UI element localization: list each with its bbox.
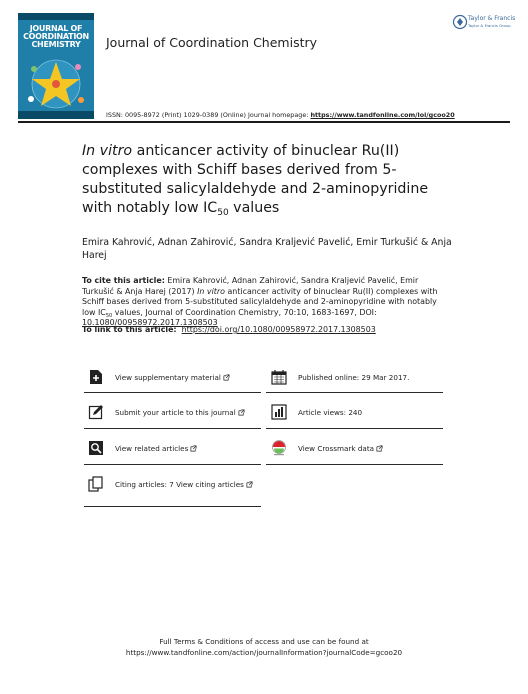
calendar-icon [271,369,287,385]
submit-label: Submit your article to this journal [115,408,236,417]
cover-title: JOURNAL OF COORDINATION CHEMISTRY [23,24,89,49]
cover-top-bar [18,13,94,20]
cover-star-graphic [20,51,92,113]
cover-bottom-bar [18,111,94,119]
publisher-subname: Taylor & Francis Group [468,23,511,28]
crossmark-link[interactable] [271,440,443,464]
supplementary-label: View supplementary material [115,373,221,382]
citing-label: Citing articles: 7 View citing articles [115,480,244,489]
supplementary-material-link[interactable] [88,369,260,393]
journal-title-link[interactable]: Journal of Coordination Chemistry [106,35,318,50]
external-link-icon [223,374,230,381]
external-link-icon [246,481,253,488]
views-label: Article views: 240 [298,408,363,417]
title-part1: anticancer activity of binuclear Ru(II) complexes with Schiff bases derived from 5-substituted salicylaldehyde and 2-aminopyridine with notably low IC [82,143,429,216]
doi-link[interactable]: https://doi.org/10.1080/00958972.2017.1308503 [181,325,376,334]
divider [84,506,261,507]
article-authors: Emira Kahrović, Adnan Zahirović, Sandra Kraljević Pavelić, Emir Turkušić & Anja Harej [82,237,452,261]
issn-line [106,111,455,119]
crossmark-label: View Crossmark data [298,444,375,453]
cite-doi-link[interactable]: 10.1080/00958972.2017.1308503 [82,318,218,327]
issn-text: ISSN: 0095-8972 (Print) 1029-0389 (Online) Journal homepage: [106,111,311,119]
divider [84,392,261,393]
link-label: To link to this article: [82,325,177,334]
citing-documents-icon [88,476,104,492]
external-link-icon [376,445,383,452]
published-label: Published online: 29 Mar 2017. [298,373,410,382]
crossmark-icon [271,440,287,456]
article-title [82,142,442,218]
search-document-icon [88,440,104,456]
footer-terms-link[interactable]: https://www.tandfonline.com/action/journalInformation?journalCode=gcoo20 [125,647,403,657]
cite-subscript: 50 [105,312,113,319]
submit-article-link[interactable] [88,404,260,428]
cite-text-1: Emira Kahrović, Adnan Zahirović, Sandra Kraljević Pavelić, Emir Turkušić & Anja Harej (2017) [82,276,419,296]
link-line [82,325,376,334]
cite-text-2: anticancer activity of binuclear Ru(II) complexes with Schiff bases derived from 5-substituted salicylaldehyde and 2-aminopyridine with notably low IC [82,286,438,317]
bar-chart-icon [271,404,287,420]
publisher-name: Taylor & Francis [468,15,516,22]
document-plus-icon [88,369,104,385]
title-subscript: 50 [217,208,229,218]
footer-terms-text: Full Terms & Conditions of access and use can be found at [159,637,369,646]
cite-label: To cite this article: [82,276,165,285]
divider [266,392,443,393]
cite-text-3: values, Journal of Coordination Chemistry, 70:10, 1683-1697, DOI: [112,307,377,317]
article-views-info [271,404,443,428]
cite-italic: In vitro [197,286,225,296]
citation-block [82,276,452,329]
divider [84,428,261,429]
header-divider [18,121,510,123]
published-online-info [271,369,443,393]
external-link-icon [190,445,197,452]
journal-homepage-link[interactable]: https://www.tandfonline.com/loi/gcoo20 [310,111,455,119]
related-articles-link[interactable] [88,440,260,464]
edit-icon [88,404,104,420]
related-label: View related articles [115,444,189,453]
divider [266,428,443,429]
journal-cover-image [18,13,94,119]
title-italic: In vitro [82,143,133,159]
external-link-icon [238,409,245,416]
footer [0,637,528,658]
divider [84,464,261,465]
citing-articles-link[interactable] [88,476,260,500]
title-part2: values [228,200,280,216]
divider [266,464,443,465]
